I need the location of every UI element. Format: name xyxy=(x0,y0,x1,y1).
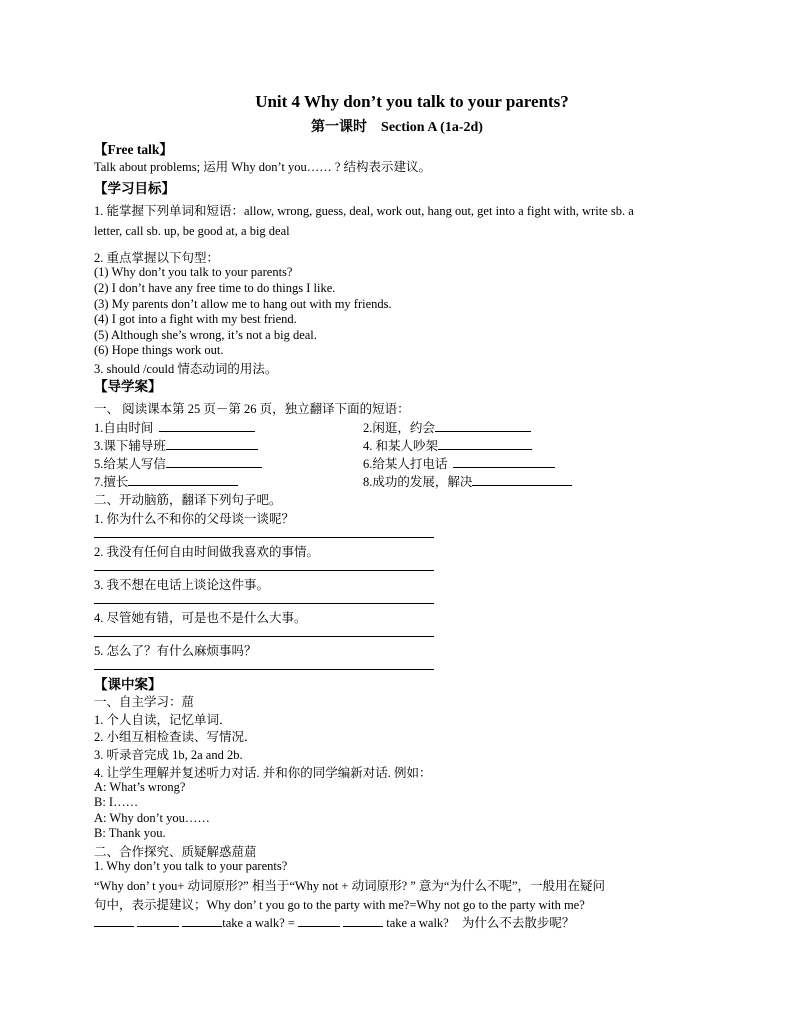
answer-blank[interactable] xyxy=(128,473,238,486)
answer-blank[interactable] xyxy=(94,914,134,927)
class-step: 3. 听录音完成 1b, 2a and 2b. xyxy=(94,748,243,762)
phrase-item: 1.自由时间 xyxy=(94,418,255,436)
goals-sentence: (3) My parents don’t allow me to hang out with my friends. xyxy=(94,297,392,311)
guide-heading: 【导学案】 xyxy=(94,379,162,394)
goals-sentence: (4) I got into a fight with my best friend. xyxy=(94,312,297,326)
answer-line[interactable] xyxy=(94,570,434,571)
phrase-item: 4. 和某人吵架 xyxy=(363,436,532,454)
class-step: 2. 小组互相检查读、写情况． xyxy=(94,730,257,744)
translate-sentence: 4. 尽管她有错，可是也不是什么大事。 xyxy=(94,611,307,625)
dialog-line: B: I…… xyxy=(94,795,139,809)
answer-blank[interactable] xyxy=(435,419,531,432)
answer-blank[interactable] xyxy=(453,455,555,468)
goals-sentence: (1) Why don’t you talk to your parents? xyxy=(94,265,293,279)
class-part1: 一、自主学习：䓛 xyxy=(94,695,195,709)
class-part2: 二、合作探究、质疑解惑䓛䓛 xyxy=(94,845,257,859)
answer-blank[interactable] xyxy=(166,437,258,450)
page-title: Unit 4 Why don’t you talk to your parents? xyxy=(255,92,569,111)
free-talk-text: Talk about problems; 运用 Why don’t you…… ? 结构表示建议。 xyxy=(94,160,432,174)
goals-item1-line2: letter, call sb. up, be good at, a big deal xyxy=(94,224,290,238)
answer-line[interactable] xyxy=(94,603,434,604)
class-point1: 1. Why don’t you talk to your parents? xyxy=(94,859,288,873)
answer-blank[interactable] xyxy=(159,419,255,432)
dialog-line: A: Why don’t you…… xyxy=(94,811,210,825)
dialog-line: B: Thank you. xyxy=(94,826,166,840)
phrase-item: 2.闲逛，约会 xyxy=(363,418,531,436)
guide-part2: 二、开动脑筋，翻译下列句子吧。 xyxy=(94,493,282,507)
class-step: 1. 个人自读，记忆单词． xyxy=(94,713,232,727)
class-point1-example: 句中，表示提建议；Why don’ t you go to the party with me?=Why not go to the party with me? xyxy=(94,898,585,912)
class-point1-exercise: take a walk? = take a walk? 为什么不去散步呢？ xyxy=(94,913,574,931)
answer-line[interactable] xyxy=(94,636,434,637)
phrase-item: 3.课下辅导班 xyxy=(94,436,258,454)
goals-item1-line1: 1. 能掌握下列单词和短语：allow, wrong, guess, deal, work out, hang out, get into a fight with, write sb. a xyxy=(94,204,634,218)
goals-sentence: (6) Hope things work out. xyxy=(94,343,224,357)
dialog-line: A: What’s wrong? xyxy=(94,780,186,794)
free-talk-heading: 【Free talk】 xyxy=(94,142,173,157)
phrase-item: 5.给某人写信 xyxy=(94,454,262,472)
translate-sentence: 2. 我没有任何自由时间做我喜欢的事情。 xyxy=(94,545,320,559)
phrase-item: 8.成功的发展，解决 xyxy=(363,472,572,490)
goals-item2: 2. 重点掌握以下句型： xyxy=(94,251,220,265)
phrase-item: 7.擅长 xyxy=(94,472,238,490)
class-point1-explain: “Why don’ t you+ 动词原形?” 相当于“Why not + 动词原形? ” 意为“为什么不呢”，一般用在疑问 xyxy=(94,879,606,893)
guide-part1: 一、 阅读课本第 25 页－第 26 页，独立翻译下面的短语： xyxy=(94,402,410,416)
translate-sentence: 3. 我不想在电话上谈论这件事。 xyxy=(94,578,270,592)
class-step: 4. 让学生理解并复述听力对话. 并和你的同学编新对话. 例如： xyxy=(94,766,432,780)
answer-blank[interactable] xyxy=(472,473,572,486)
translate-sentence: 5. 怎么了？有什么麻烦事吗？ xyxy=(94,644,257,658)
goals-sentence: (2) I don’t have any free time to do things I like. xyxy=(94,281,336,295)
answer-blank[interactable] xyxy=(166,455,262,468)
answer-line[interactable] xyxy=(94,537,434,538)
translate-sentence: 1. 你为什么不和你的父母谈一谈呢？ xyxy=(94,512,295,526)
goals-item3: 3. should /could 情态动词的用法。 xyxy=(94,362,278,376)
answer-blank[interactable] xyxy=(343,914,383,927)
class-heading: 【课中案】 xyxy=(94,677,162,692)
page-subtitle: 第一课时 Section A (1a-2d) xyxy=(311,120,483,135)
answer-blank[interactable] xyxy=(298,914,340,927)
goals-sentence: (5) Although she’s wrong, it’s not a big deal. xyxy=(94,328,317,342)
goals-heading: 【学习目标】 xyxy=(94,181,175,196)
phrase-item: 6.给某人打电话 xyxy=(363,454,555,472)
answer-blank[interactable] xyxy=(137,914,179,927)
answer-blank[interactable] xyxy=(182,914,222,927)
answer-line[interactable] xyxy=(94,669,434,670)
answer-blank[interactable] xyxy=(438,437,532,450)
